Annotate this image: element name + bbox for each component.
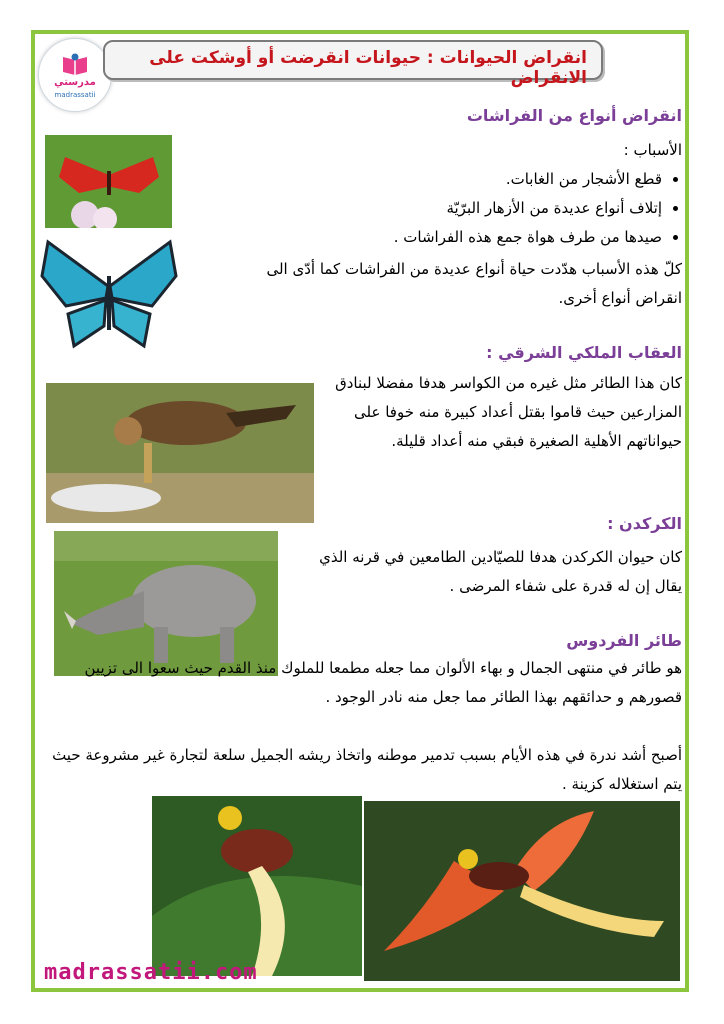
butterflies-heading: انقراض أنواع من الفراشات [466,106,682,125]
paradise-text-1: هو طائر في منتهى الجمال و بهاء الألوان مما جعله مطمعا للملوك منذ القدم حيث سعوا الى تزيين قصورهم و حدائقهم بهذا الطائر مما جعل منه نادر الوجود . [84,659,682,706]
cause-item: • إتلاف أنواع عديدة من الأزهار البرّيّة [262,194,662,223]
causes-label: الأسباب : [623,141,682,159]
red-butterfly-image [45,135,172,228]
causes-list [262,165,682,252]
paradise-text-2: أصبح أشد ندرة في هذه الأيام بسبب تدمير موطنه واتخاذ ريشه الجميل سلعة لتجارة غير مشروعة حيث يتم استغلاله كزينة . [52,746,682,793]
cause-item: • قطع الأشجار من الغابات. [262,165,662,194]
eagle-heading: العقاب الملكي الشرقي : [486,343,682,362]
page-title: انقراض الحيوانات : حيوانات انقرضت أو أوشكت على الانقراض [103,40,603,80]
paradise-heading: طائر الفردوس [566,631,682,650]
eagle-image [46,383,314,523]
blue-butterfly-image [38,236,180,356]
footer-site-link[interactable]: madrassatii.com [44,960,258,985]
eagle-text: كان هذا الطائر مثل غيره من الكواسر هدفا مفضلا لبنادق المزارعين حيث قاموا بقتل أعداد كبيرة منه خوفا على حيواناتهم الأهلية الصغيرة فبقي منه أعداد قليلة. [335,374,682,450]
cause-item: • صيدها من طرف هواة جمع هذه الفراشات . [262,223,662,252]
logo-text-arabic: مدرستي [54,77,96,88]
bird-of-paradise-flying-image [364,801,680,981]
rhino-heading: الكركدن : [607,514,682,533]
rhino-text: كان حيوان الكركدن هدفا للصيّادين الطامعين في قرنه الذي يقال إن له قدرة على شفاء المرضى . [319,548,682,595]
bird-of-paradise-perched-image [152,796,362,976]
logo-text-latin: madrassatii [54,91,96,99]
butterflies-conclusion: كلّ هذه الأسباب هدّدت حياة أنواع عديدة من الفراشات كما أدّى الى انقراض أنواع أخرى. [266,260,682,307]
site-logo[interactable] [38,38,112,112]
book-icon [61,53,89,75]
